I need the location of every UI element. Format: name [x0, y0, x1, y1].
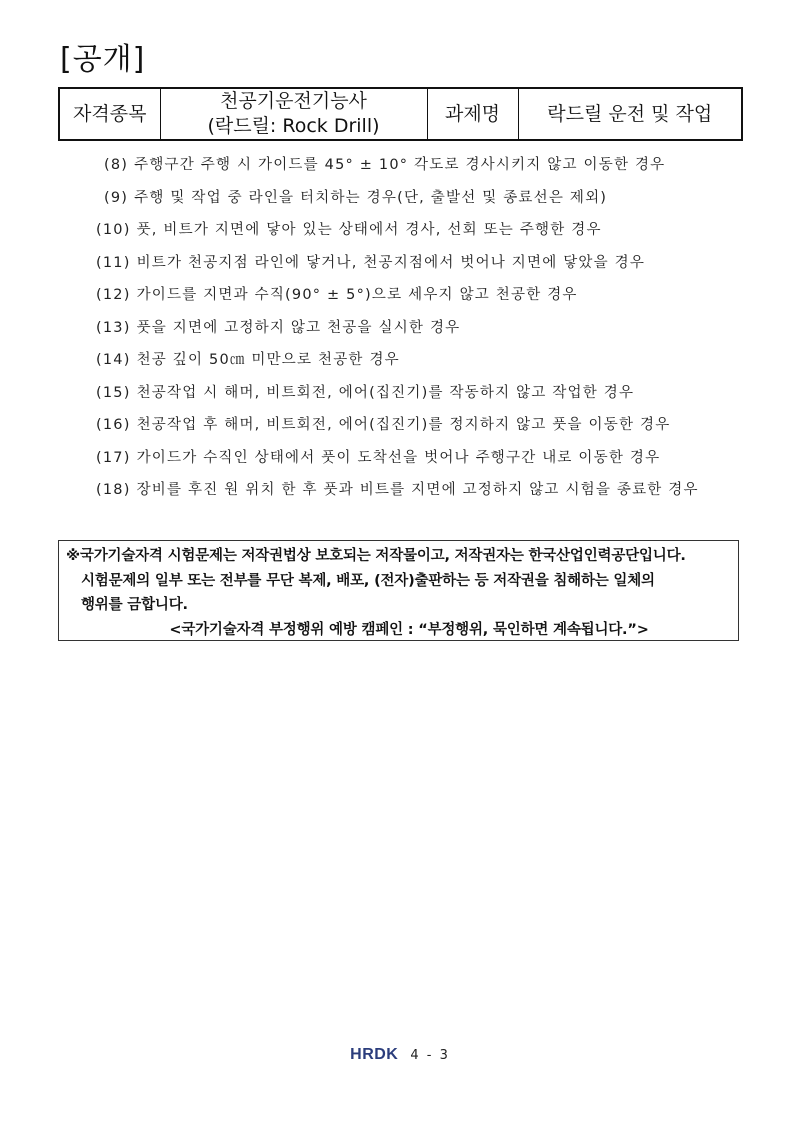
item-text: 주행구간 주행 시 가이드를 45° ± 10° 각도로 경사시키지 않고 이동한 경우: [134, 157, 666, 173]
item-number: (16): [96, 417, 131, 433]
item-text: 천공 깊이 50㎝ 미만으로 천공한 경우: [136, 352, 400, 368]
notice-line-2: 시험문제의 일부 또는 전부를 무단 복제, 배포, (전자)출판하는 등 저작권을 침해하는 일체의: [81, 572, 655, 589]
document-tag: [공개]: [60, 42, 146, 77]
page-footer: [0, 1046, 800, 1064]
item-text: 주행 및 작업 중 라인을 터치하는 경우(단, 출발선 및 종료선은 제외): [134, 189, 608, 206]
item-number: (9): [104, 189, 129, 206]
item-text: 비트가 천공지점 라인에 닿거나, 천공지점에서 벗어나 지면에 닿았을 경우: [136, 254, 646, 271]
item-number: (15): [96, 384, 131, 401]
notice-line-3: 행위를 금합니다.: [81, 597, 188, 613]
header-table: [58, 87, 743, 141]
item-text: 풋을 지면에 고정하지 않고 천공을 실시한 경우: [136, 319, 461, 336]
list-item: [96, 379, 776, 412]
item-number: (10): [96, 222, 131, 238]
item-number: (17): [96, 449, 131, 466]
list-item: [96, 249, 776, 282]
item-number: (18): [96, 482, 131, 498]
list-item: [96, 184, 776, 217]
item-text: 풋, 비트가 지면에 닿아 있는 상태에서 경사, 선회 또는 주행한 경우: [136, 222, 602, 238]
item-number: (8): [104, 157, 129, 173]
qualification-name-line2: (락드릴: Rock Drill): [207, 115, 380, 137]
list-item: [96, 216, 776, 249]
list-item: [96, 346, 776, 379]
task-label: 과제명: [427, 88, 518, 140]
criteria-list: [96, 151, 776, 509]
item-number: (12): [96, 287, 131, 303]
task-name: 락드릴 운전 및 작업: [518, 88, 742, 140]
notice-line-1: ※국가기술자격 시험문제는 저작권법상 보호되는 저작물이고, 저작권자는 한국산업인력공단입니다.: [66, 548, 686, 564]
item-text: 가이드가 수직인 상태에서 풋이 도착선을 벗어나 주행구간 내로 이동한 경우: [136, 449, 661, 466]
list-item: [96, 151, 776, 184]
item-text: 가이드를 지면과 수직(90° ± 5°)으로 세우지 않고 천공한 경우: [136, 287, 578, 303]
list-item: [96, 476, 776, 509]
qualification-name: [160, 88, 427, 140]
list-item: [96, 411, 776, 444]
qualification-label: 자격종목: [59, 88, 160, 140]
hrdk-logo: HRDK: [350, 1046, 399, 1063]
item-text: 장비를 후진 원 위치 한 후 풋과 비트를 지면에 고정하지 않고 시험을 종료한 경우: [136, 482, 699, 498]
item-text: 천공작업 후 해머, 비트회전, 에어(집진기)를 정지하지 않고 풋을 이동한 경우: [136, 417, 671, 433]
copyright-notice: [58, 540, 739, 641]
list-item: [96, 444, 776, 477]
list-item: [96, 314, 776, 347]
item-number: (14): [96, 352, 131, 368]
list-item: [96, 281, 776, 314]
item-number: (13): [96, 319, 131, 336]
item-number: (11): [96, 254, 131, 271]
item-text: 천공작업 시 해머, 비트회전, 에어(집진기)를 작동하지 않고 작업한 경우: [136, 384, 635, 401]
campaign-line: <국가기술자격 부정행위 예방 캠페인 : “부정행위, 묵인하면 계속됩니다.”>: [169, 621, 649, 638]
qualification-name-line1: 천공기운전기능사: [220, 90, 367, 112]
page-number: 4 - 3: [410, 1047, 450, 1063]
